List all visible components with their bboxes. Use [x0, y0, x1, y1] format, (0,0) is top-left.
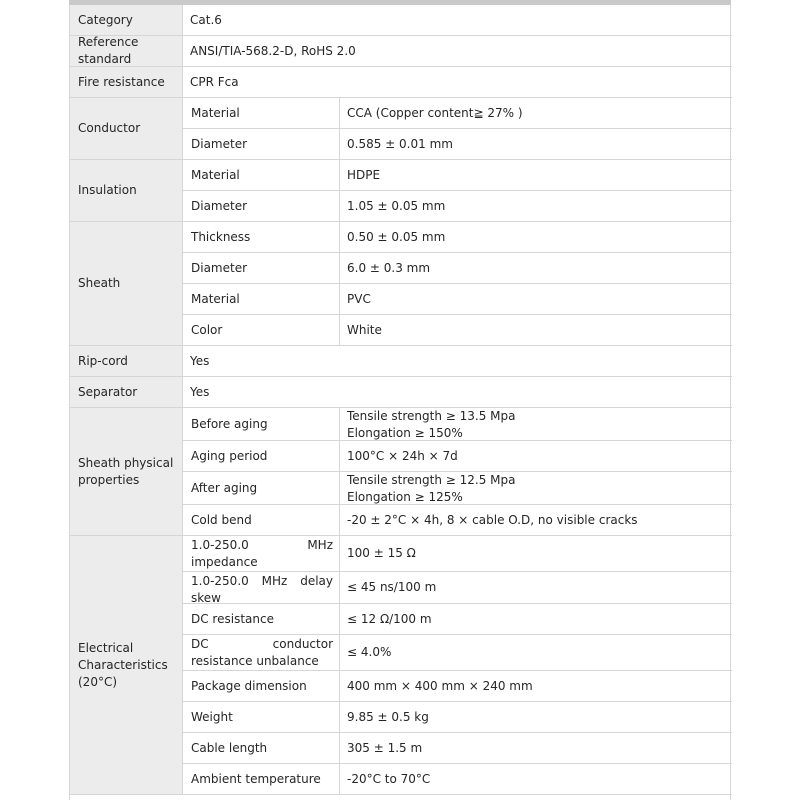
sheath-thickness-value: 0.50 ± 0.05 mm: [340, 222, 732, 253]
insulation-label: Insulation: [70, 160, 183, 222]
sheath-thickness-label: Thickness: [183, 222, 340, 253]
insulation-material-value: HDPE: [340, 160, 732, 191]
separator-value: Yes: [183, 377, 732, 408]
weight-label: Weight: [183, 702, 340, 733]
before-aging-label: Before aging: [183, 408, 340, 441]
skew-label-line2: skew: [191, 591, 221, 604]
cold-bend-label: Cold bend: [183, 505, 340, 536]
sheath-diameter-value: 6.0 ± 0.3 mm: [340, 253, 732, 284]
aging-period-value: 100°C × 24h × 7d: [340, 441, 732, 472]
sheath-material-label: Material: [183, 284, 340, 315]
skew-label-line1: 1.0-250.0 MHz delay: [191, 574, 333, 588]
cable-length-value: 305 ± 1.5 m: [340, 733, 732, 764]
reference-value: ANSI/TIA-568.2-D, RoHS 2.0: [183, 36, 732, 67]
electrical-label: Electrical Characteristics (20°C): [70, 536, 183, 795]
ripcord-label: Rip-cord: [70, 346, 183, 377]
insulation-material-label: Material: [183, 160, 340, 191]
reference-label: Reference standard: [70, 36, 183, 67]
cold-bend-value: -20 ± 2°C × 4h, 8 × cable O.D, no visible cracks: [340, 505, 732, 536]
impedance-value: 100 ± 15 Ω: [340, 536, 732, 572]
impedance-label: [183, 536, 340, 572]
after-aging-elongation: Elongation ≥ 125%: [347, 490, 463, 504]
insulation-diameter-value: 1.05 ± 0.05 mm: [340, 191, 732, 222]
ripcord-value: Yes: [183, 346, 732, 377]
conductor-material-value: CCA (Copper content≧ 27% ): [340, 98, 732, 129]
package-value: 400 mm × 400 mm × 240 mm: [340, 671, 732, 702]
package-label: Package dimension: [183, 671, 340, 702]
impedance-label-line1: 1.0-250.0 MHz: [191, 538, 333, 552]
physical-label: Sheath physical properties: [70, 408, 183, 536]
impedance-label-line2: impedance: [191, 555, 258, 569]
skew-value: ≤ 45 ns/100 m: [340, 572, 732, 604]
sheath-label: Sheath: [70, 222, 183, 346]
spec-table: [69, 5, 731, 800]
conductor-label: Conductor: [70, 98, 183, 160]
conductor-diameter-label: Diameter: [183, 129, 340, 160]
insulation-diameter-label: Diameter: [183, 191, 340, 222]
after-aging-tensile: Tensile strength ≥ 12.5 Mpa: [347, 473, 516, 487]
unbalance-label-line1: DC conductor: [191, 637, 333, 651]
weight-value: 9.85 ± 0.5 kg: [340, 702, 732, 733]
after-aging-label: After aging: [183, 472, 340, 505]
before-aging-value: [340, 408, 732, 441]
before-aging-elongation: Elongation ≥ 150%: [347, 426, 463, 440]
cable-length-label: Cable length: [183, 733, 340, 764]
before-aging-tensile: Tensile strength ≥ 13.5 Mpa: [347, 409, 516, 423]
fire-value: CPR Fca: [183, 67, 732, 98]
fire-label: Fire resistance: [70, 67, 183, 98]
sheath-material-value: PVC: [340, 284, 732, 315]
unbalance-label: [183, 635, 340, 671]
sheath-diameter-label: Diameter: [183, 253, 340, 284]
separator-label: Separator: [70, 377, 183, 408]
skew-label: [183, 572, 340, 604]
conductor-diameter-value: 0.585 ± 0.01 mm: [340, 129, 732, 160]
after-aging-value: [340, 472, 732, 505]
unbalance-label-line2: resistance unbalance: [191, 654, 319, 668]
unbalance-value: ≤ 4.0%: [340, 635, 732, 671]
conductor-material-label: Material: [183, 98, 340, 129]
category-label: Category: [70, 5, 183, 36]
dc-resistance-value: ≤ 12 Ω/100 m: [340, 604, 732, 635]
aging-period-label: Aging period: [183, 441, 340, 472]
category-value: Cat.6: [183, 5, 732, 36]
ambient-temp-value: -20°C to 70°C: [340, 764, 732, 795]
dc-resistance-label: DC resistance: [183, 604, 340, 635]
sheath-color-label: Color: [183, 315, 340, 346]
ambient-temp-label: Ambient temperature: [183, 764, 340, 795]
sheath-color-value: White: [340, 315, 732, 346]
